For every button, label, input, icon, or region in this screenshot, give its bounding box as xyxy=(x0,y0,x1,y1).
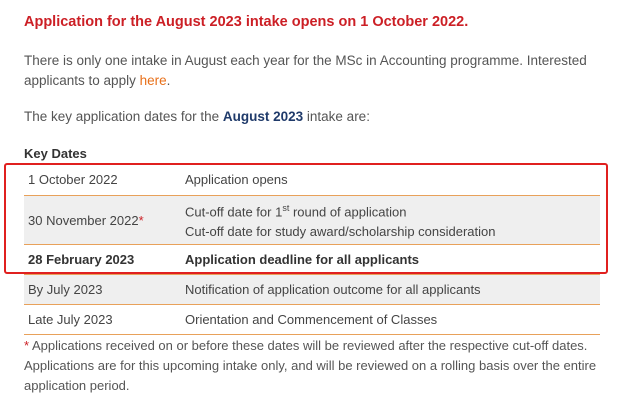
intake-description-end: . xyxy=(166,73,171,88)
footnote-asterisk: * xyxy=(24,338,30,353)
row-event xyxy=(185,275,600,304)
key-dates-intro-before: The key application dates for the xyxy=(24,109,223,124)
row-event-text: Orientation and Commencement of Classes xyxy=(185,311,438,327)
intake-heading: Application for the August 2023 intake opens on 1 October 2022. xyxy=(24,14,469,30)
table-row xyxy=(24,164,600,196)
row-date: 28 February 2023 xyxy=(28,252,135,267)
row-date: Late July 2023 xyxy=(28,312,113,327)
row-date: By July 2023 xyxy=(28,282,103,297)
key-dates-intro xyxy=(24,109,370,124)
row-event-line2: Cut-off date for study award/scholarship consideration xyxy=(185,224,496,240)
row-event-text: Application opens xyxy=(185,171,288,187)
footnote-line1-text: Applications received on or before these dates will be reviewed after the respective cut-off dates. xyxy=(29,338,588,353)
intake-description-text: There is only one intake in August each year for the MSc in Accounting programme. Interested applicants to apply xyxy=(24,53,587,88)
table-row xyxy=(24,245,600,275)
table-row xyxy=(24,305,600,335)
footnote xyxy=(24,336,624,396)
row-event-text: Notification of application outcome for all applicants xyxy=(185,281,481,297)
row-date: 1 October 2022 xyxy=(28,172,118,187)
row-event xyxy=(185,164,600,195)
row-event-line1-pre: Cut-off date for 1 xyxy=(185,204,283,220)
table-row xyxy=(24,196,600,245)
key-dates-title: Key Dates xyxy=(24,146,87,161)
row-event-line1 xyxy=(185,198,600,222)
row-event-line1-post: round of application xyxy=(289,204,407,220)
apply-here-link[interactable]: here xyxy=(139,73,167,88)
table-row xyxy=(24,275,600,305)
row-date xyxy=(24,196,185,244)
intake-description xyxy=(24,51,624,91)
footnote-line2: Applications are for this upcoming intake only, and will be reviewed on a rolling basis over the entire application period. xyxy=(24,358,597,393)
asterisk-marker: * xyxy=(138,212,144,228)
row-event xyxy=(185,305,600,334)
row-event xyxy=(185,245,600,274)
key-dates-intro-intake: August 2023 xyxy=(222,109,304,124)
row-event-text: Application deadline for all applicants xyxy=(185,251,420,267)
row-date-text: 30 November 2022 xyxy=(28,212,139,228)
row-event xyxy=(185,196,600,244)
ordinal-suffix: st xyxy=(282,202,290,213)
key-dates-table xyxy=(24,163,600,335)
footnote-line1 xyxy=(24,336,624,356)
key-dates-intro-after: intake are: xyxy=(303,109,370,124)
